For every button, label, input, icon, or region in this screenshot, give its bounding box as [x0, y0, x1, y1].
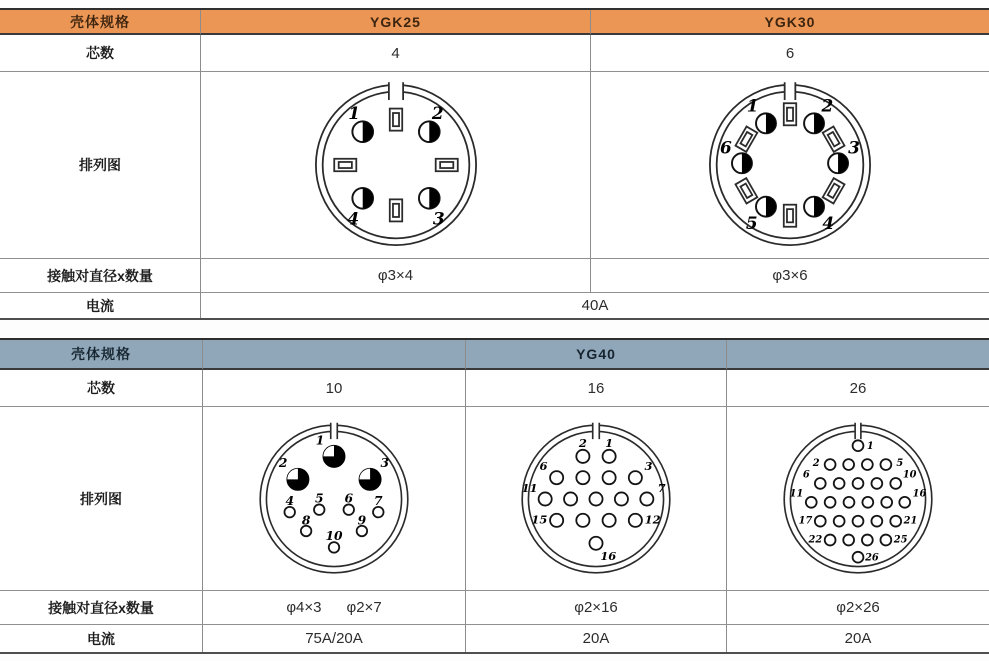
- svg-text:2: 2: [278, 454, 288, 470]
- table1-core-count-ygk25: 4: [200, 35, 590, 72]
- svg-text:2: 2: [578, 435, 587, 450]
- table1-header-model-ygk25: YGK25: [200, 10, 590, 35]
- svg-text:10: 10: [902, 469, 917, 481]
- table2-diagram-cell-10pin: [202, 407, 465, 591]
- table1-row-label-current: 电流: [86, 297, 114, 314]
- table1-row-label-arrangement: 排列图: [0, 72, 200, 259]
- svg-text:11: 11: [521, 480, 538, 495]
- svg-text:4: 4: [346, 208, 359, 229]
- svg-text:5: 5: [745, 213, 758, 234]
- table2-core-count-16: 16: [465, 370, 726, 407]
- pin-diagram-yg40-26pin: [776, 417, 940, 581]
- table1-contact-ygk30: φ3×6: [590, 259, 989, 293]
- svg-text:2: 2: [431, 102, 444, 123]
- svg-text:25: 25: [893, 534, 908, 545]
- table1-row-label-shell-spec: 壳体规格: [0, 10, 200, 35]
- table2-diagram-cell-16pin: [465, 407, 726, 591]
- table2-diagram-cell-26pin: [726, 407, 989, 591]
- svg-text:5: 5: [896, 457, 904, 469]
- table2-core-count-26: 26: [726, 370, 989, 407]
- table1-header-model-ygk30: YGK30: [590, 10, 989, 35]
- svg-text:2: 2: [821, 95, 834, 116]
- table2-header-empty-right: [726, 340, 989, 370]
- svg-text:22: 22: [808, 534, 823, 545]
- svg-text:2: 2: [812, 457, 820, 469]
- svg-text:1: 1: [315, 431, 325, 447]
- table2-row-label-contact-pair: 接触对直径x数量: [0, 591, 202, 625]
- svg-text:10: 10: [325, 527, 343, 543]
- table2-row-label-current: 电流: [87, 630, 115, 647]
- svg-text:3: 3: [848, 137, 860, 158]
- svg-text:8: 8: [301, 512, 311, 528]
- svg-text:21: 21: [903, 515, 918, 527]
- svg-text:7: 7: [657, 480, 666, 495]
- table1-row-label-contact-pair: 接触对直径x数量: [0, 259, 200, 293]
- table2-row-label-shell-spec: 壳体规格: [0, 340, 202, 370]
- table1-diagram-cell-ygk25: [200, 72, 590, 259]
- svg-text:9: 9: [357, 512, 367, 528]
- svg-text:5: 5: [314, 490, 324, 505]
- svg-text:16: 16: [912, 488, 927, 500]
- table2-row-label-arrangement: 排列图: [0, 407, 202, 591]
- table1-contact-ygk25: φ3×4: [200, 259, 590, 293]
- table2-header-empty-left: [202, 340, 465, 370]
- svg-text:6: 6: [344, 490, 354, 505]
- pin-diagram-ygk25-4pin: [307, 76, 485, 254]
- table2-current-16: 20A: [465, 625, 726, 652]
- table2-current-10: 75A/20A: [202, 625, 465, 652]
- svg-text:6: 6: [802, 469, 810, 481]
- svg-text:11: 11: [789, 488, 804, 500]
- svg-text:26: 26: [865, 552, 879, 564]
- svg-text:7: 7: [373, 492, 383, 508]
- svg-text:1: 1: [605, 435, 614, 450]
- table2-contact-10: φ4×3 φ2×7: [202, 591, 465, 625]
- svg-text:1: 1: [746, 95, 759, 116]
- table-yg40: [0, 338, 989, 654]
- table1-diagram-cell-ygk30: [590, 72, 989, 259]
- table1-row-label-core-count: 芯数: [0, 35, 200, 72]
- pin-diagram-yg40-10pin: [252, 417, 416, 581]
- svg-text:6: 6: [539, 458, 548, 473]
- svg-text:3: 3: [380, 454, 390, 470]
- svg-text:17: 17: [798, 515, 813, 527]
- table2-contact-16: φ2×16: [465, 591, 726, 625]
- svg-text:1: 1: [347, 102, 360, 123]
- table2-core-count-10: 10: [202, 370, 465, 407]
- svg-text:3: 3: [644, 458, 653, 473]
- table2-contact-26: φ2×26: [726, 591, 989, 625]
- svg-text:12: 12: [644, 511, 661, 526]
- svg-text:15: 15: [531, 511, 548, 526]
- table2-current-26: 20A: [726, 625, 989, 652]
- pin-diagram-yg40-16pin: [514, 417, 678, 581]
- svg-text:16: 16: [600, 548, 617, 563]
- svg-text:4: 4: [285, 492, 295, 508]
- table2-row-label-core-count: 芯数: [0, 370, 202, 407]
- table1-current-merged: 40A: [200, 293, 989, 318]
- svg-text:1: 1: [866, 440, 874, 452]
- table2-header-model-yg40: YG40: [465, 340, 726, 370]
- svg-text:3: 3: [432, 208, 445, 229]
- table-ygk25-ygk30: [0, 8, 989, 320]
- svg-text:4: 4: [822, 213, 835, 234]
- svg-text:6: 6: [720, 137, 732, 158]
- pin-diagram-ygk30-6pin: [701, 76, 879, 254]
- table1-core-count-ygk30: 6: [590, 35, 989, 72]
